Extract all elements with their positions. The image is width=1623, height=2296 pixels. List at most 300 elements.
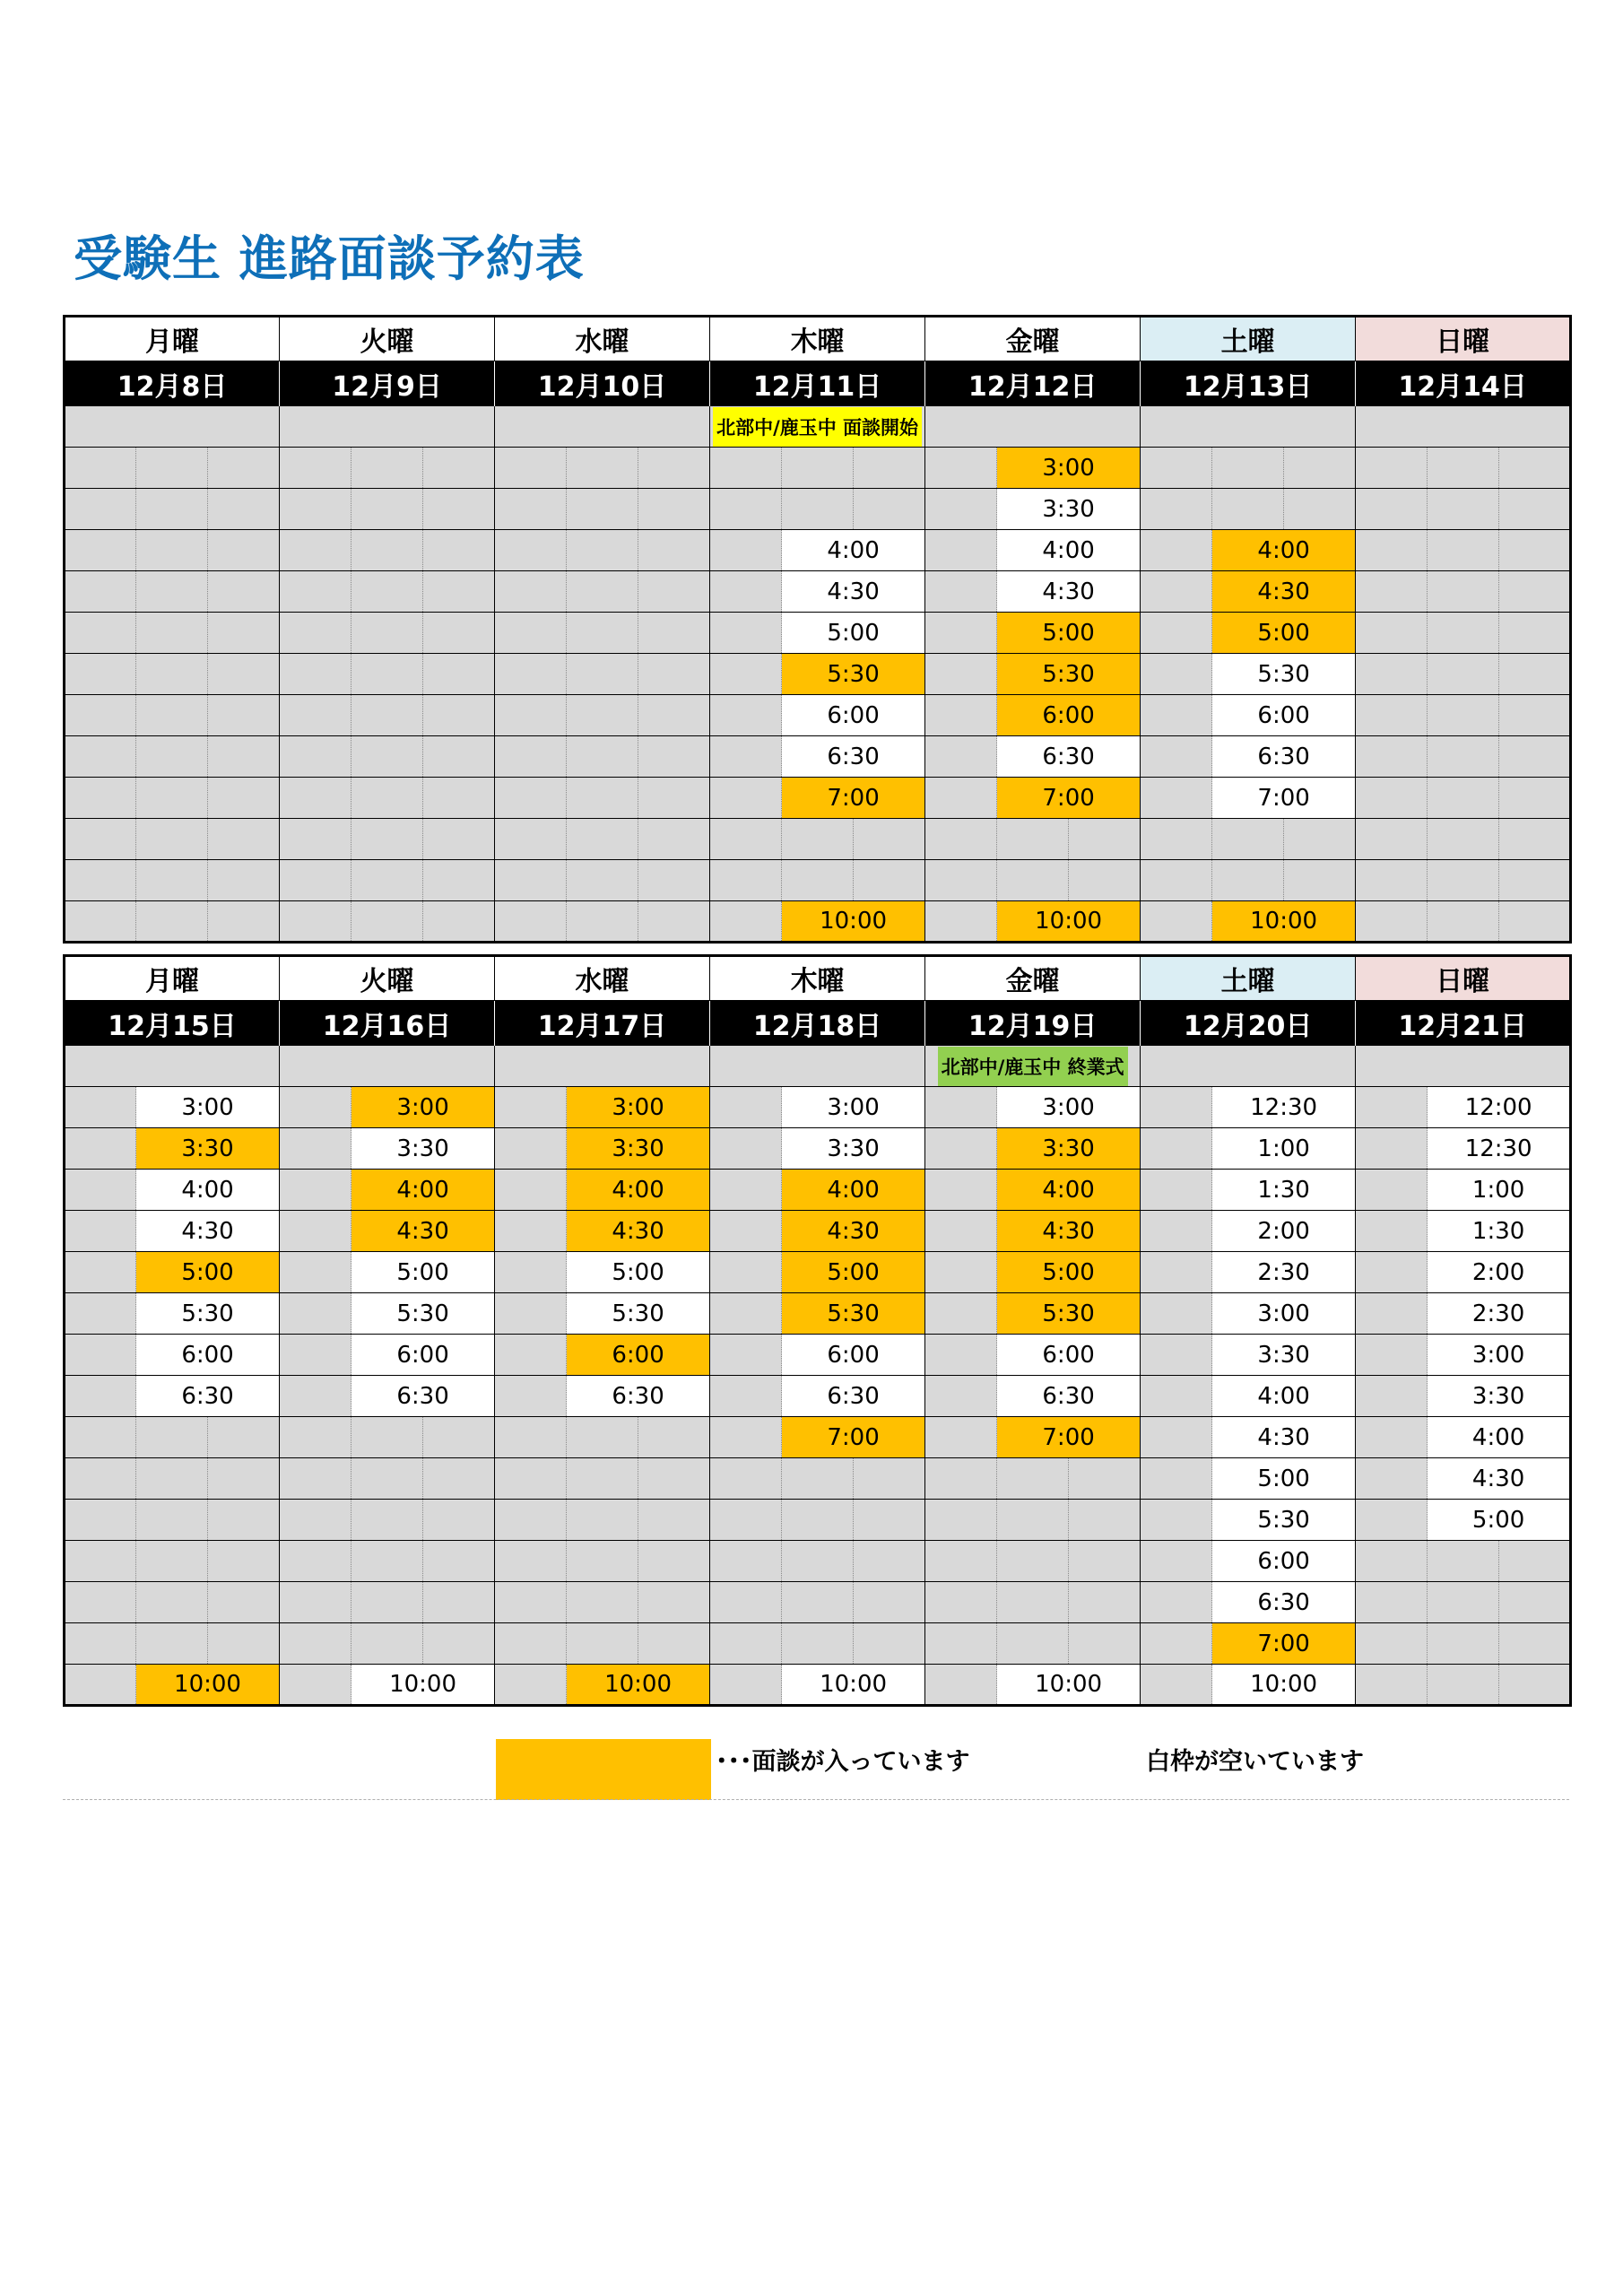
time-slot-booked[interactable]: 5:00 (997, 1252, 1141, 1293)
grid-cell (710, 1417, 782, 1458)
time-slot-free[interactable]: 4:30 (997, 571, 1141, 613)
grid-cell (854, 1582, 925, 1623)
grid-cell (925, 571, 997, 613)
time-slot-booked[interactable]: 10:00 (997, 901, 1141, 943)
grid-cell (997, 1541, 1069, 1582)
grid-cell (65, 778, 136, 819)
grid-cell (710, 1293, 782, 1335)
grid-cell (1356, 489, 1428, 530)
time-slot-free[interactable]: 2:30 (1428, 1293, 1571, 1335)
time-slot-free[interactable]: 3:30 (782, 1128, 925, 1170)
time-slot-free[interactable]: 4:30 (1428, 1458, 1571, 1500)
time-slot-booked[interactable]: 4:00 (352, 1170, 495, 1211)
time-slot-booked[interactable]: 4:30 (782, 1211, 925, 1252)
grid-cell (1428, 860, 1499, 901)
date-header: 12月10日 (495, 361, 710, 406)
grid-cell (280, 571, 352, 613)
time-slot-row (65, 530, 1571, 571)
grid-cell (638, 1582, 710, 1623)
grid-cell (710, 1582, 782, 1623)
grid-cell (136, 1500, 208, 1541)
grid-cell (136, 1582, 208, 1623)
grid-cell (208, 778, 280, 819)
grid-cell (1356, 819, 1428, 860)
grid-cell (1428, 571, 1499, 613)
time-slot-row (65, 1376, 1571, 1417)
grid-cell (1356, 778, 1428, 819)
grid-cell (854, 489, 925, 530)
time-slot-free[interactable]: 5:00 (782, 613, 925, 654)
time-slot-free[interactable]: 5:00 (1428, 1500, 1571, 1541)
event-note-row (65, 1046, 1571, 1087)
weekday-header-row (65, 956, 1571, 1001)
grid-cell (710, 1376, 782, 1417)
grid-cell (567, 901, 638, 943)
grid-cell (65, 695, 136, 736)
time-slot-free[interactable]: 6:00 (1212, 1541, 1356, 1582)
time-slot-booked[interactable]: 5:00 (136, 1252, 280, 1293)
time-slot-free[interactable]: 10:00 (997, 1665, 1141, 1706)
grid-cell (208, 901, 280, 943)
event-note-cell (925, 406, 1141, 448)
time-slot-free[interactable]: 6:30 (997, 736, 1141, 778)
time-slot-booked[interactable]: 3:00 (567, 1087, 710, 1128)
time-slot-free[interactable]: 6:30 (352, 1376, 495, 1417)
grid-cell (65, 901, 136, 943)
time-slot-free[interactable]: 6:00 (997, 1335, 1141, 1376)
time-slot-row (65, 1458, 1571, 1500)
grid-cell (65, 1170, 136, 1211)
grid-cell (782, 819, 854, 860)
time-slot-free[interactable]: 12:30 (1428, 1128, 1571, 1170)
time-slot-free[interactable]: 4:00 (782, 530, 925, 571)
grid-cell (1069, 1500, 1141, 1541)
time-slot-booked[interactable]: 3:30 (136, 1128, 280, 1170)
time-slot-free[interactable]: 4:30 (136, 1211, 280, 1252)
grid-cell (710, 1128, 782, 1170)
grid-cell (280, 860, 352, 901)
grid-cell (925, 1335, 997, 1376)
time-slot-row (65, 736, 1571, 778)
grid-cell (1356, 860, 1428, 901)
grid-cell (567, 654, 638, 695)
grid-cell (1141, 654, 1212, 695)
time-slot-free[interactable]: 6:00 (782, 695, 925, 736)
time-slot-booked[interactable]: 4:30 (352, 1211, 495, 1252)
time-slot-booked[interactable]: 5:00 (782, 1252, 925, 1293)
grid-cell (208, 1500, 280, 1541)
time-slot-booked[interactable]: 5:30 (997, 654, 1141, 695)
grid-cell (352, 778, 423, 819)
grid-cell (495, 489, 567, 530)
time-slot-booked[interactable]: 3:00 (352, 1087, 495, 1128)
time-slot-free[interactable]: 3:00 (1212, 1293, 1356, 1335)
grid-cell (925, 1417, 997, 1458)
time-slot-booked[interactable]: 10:00 (567, 1665, 710, 1706)
time-slot-booked[interactable]: 7:00 (997, 1417, 1141, 1458)
grid-cell (854, 448, 925, 489)
grid-cell (925, 530, 997, 571)
grid-cell (1428, 1541, 1499, 1582)
grid-cell (280, 1458, 352, 1500)
weekday-header: 火曜 (280, 317, 495, 361)
grid-cell (638, 1458, 710, 1500)
event-note-cell (1356, 406, 1571, 448)
grid-cell (65, 1582, 136, 1623)
grid-cell (1356, 1293, 1428, 1335)
grid-cell (352, 613, 423, 654)
grid-cell (208, 1623, 280, 1665)
grid-cell (1356, 530, 1428, 571)
grid-cell (925, 1458, 997, 1500)
time-slot-free[interactable]: 2:30 (1212, 1252, 1356, 1293)
time-slot-booked[interactable]: 10:00 (136, 1665, 280, 1706)
grid-cell (1141, 1293, 1212, 1335)
grid-cell (854, 1541, 925, 1582)
grid-cell (638, 901, 710, 943)
time-slot-booked[interactable]: 4:30 (1212, 571, 1356, 613)
grid-cell (710, 1087, 782, 1128)
event-note-cell (1356, 1046, 1571, 1087)
event-note-cell (495, 406, 710, 448)
grid-cell (495, 1541, 567, 1582)
grid-cell (1141, 1541, 1212, 1582)
grid-cell (1428, 901, 1499, 943)
grid-cell (710, 1170, 782, 1211)
grid-cell (567, 1417, 638, 1458)
grid-cell (423, 1623, 495, 1665)
grid-cell (136, 489, 208, 530)
time-slot-free[interactable]: 6:00 (136, 1335, 280, 1376)
grid-cell (997, 1500, 1069, 1541)
grid-cell (352, 819, 423, 860)
grid-cell (1141, 571, 1212, 613)
grid-cell (65, 1211, 136, 1252)
grid-cell (136, 860, 208, 901)
grid-cell (1428, 613, 1499, 654)
grid-cell (1499, 530, 1571, 571)
time-slot-row (65, 901, 1571, 943)
date-header: 12月20日 (1141, 1001, 1356, 1046)
grid-cell (1356, 1665, 1428, 1706)
time-slot-free[interactable]: 6:30 (1212, 1582, 1356, 1623)
grid-cell (352, 1623, 423, 1665)
time-slot-booked[interactable]: 7:00 (1212, 1623, 1356, 1665)
grid-cell (1069, 1623, 1141, 1665)
time-slot-free[interactable]: 3:00 (136, 1087, 280, 1128)
time-slot-free[interactable]: 2:00 (1212, 1211, 1356, 1252)
time-slot-free[interactable]: 3:30 (1428, 1376, 1571, 1417)
time-slot-booked[interactable]: 10:00 (1212, 901, 1356, 943)
grid-cell (65, 1541, 136, 1582)
time-slot-booked[interactable]: 5:30 (782, 654, 925, 695)
grid-cell (423, 1458, 495, 1500)
grid-cell (280, 1376, 352, 1417)
time-slot-free[interactable]: 5:00 (1212, 1458, 1356, 1500)
event-note-cell (710, 406, 925, 448)
grid-cell (567, 695, 638, 736)
time-slot-free[interactable]: 3:30 (1212, 1335, 1356, 1376)
time-slot-booked[interactable]: 3:30 (567, 1128, 710, 1170)
time-slot-free[interactable]: 4:30 (782, 571, 925, 613)
grid-cell (925, 448, 997, 489)
time-slot-free[interactable]: 5:00 (567, 1252, 710, 1293)
time-slot-booked[interactable]: 4:30 (567, 1211, 710, 1252)
time-slot-booked[interactable]: 4:00 (1212, 530, 1356, 571)
grid-cell (854, 860, 925, 901)
legend-free-label: 白枠が空いています (1146, 1748, 1364, 1776)
time-slot-row (65, 448, 1571, 489)
time-slot-booked[interactable]: 7:00 (997, 778, 1141, 819)
grid-cell (567, 1623, 638, 1665)
date-header: 12月21日 (1356, 1001, 1571, 1046)
time-slot-free[interactable]: 10:00 (352, 1665, 495, 1706)
grid-cell (567, 1500, 638, 1541)
time-slot-free[interactable]: 6:00 (782, 1335, 925, 1376)
time-slot-row (65, 1417, 1571, 1458)
time-slot-booked[interactable]: 7:00 (782, 1417, 925, 1458)
grid-cell (1356, 1458, 1428, 1500)
grid-cell (638, 1417, 710, 1458)
time-slot-booked[interactable]: 4:00 (997, 1170, 1141, 1211)
grid-cell (1141, 1252, 1212, 1293)
time-slot-booked[interactable]: 6:00 (567, 1335, 710, 1376)
grid-cell (925, 1623, 997, 1665)
time-slot-free[interactable]: 4:00 (1428, 1417, 1571, 1458)
grid-cell (710, 1665, 782, 1706)
date-header-row (65, 361, 1571, 406)
time-slot-free[interactable]: 5:30 (1212, 1500, 1356, 1541)
grid-cell (1356, 1252, 1428, 1293)
grid-cell (208, 1417, 280, 1458)
time-slot-free[interactable]: 3:00 (782, 1087, 925, 1128)
grid-cell (280, 613, 352, 654)
grid-cell (495, 1458, 567, 1500)
time-slot-free[interactable]: 12:00 (1428, 1087, 1571, 1128)
time-slot-free[interactable]: 4:00 (1212, 1376, 1356, 1417)
grid-cell (352, 654, 423, 695)
time-slot-free[interactable]: 1:00 (1212, 1128, 1356, 1170)
time-slot-row (65, 571, 1571, 613)
grid-cell (352, 1458, 423, 1500)
grid-cell (65, 1417, 136, 1458)
grid-cell (65, 654, 136, 695)
time-slot-row (65, 654, 1571, 695)
grid-cell (65, 489, 136, 530)
time-slot-free[interactable]: 4:00 (136, 1170, 280, 1211)
grid-cell (495, 1335, 567, 1376)
grid-cell (136, 571, 208, 613)
grid-cell (1141, 530, 1212, 571)
time-slot-booked[interactable]: 5:00 (997, 613, 1141, 654)
grid-cell (782, 1623, 854, 1665)
grid-cell (352, 1541, 423, 1582)
grid-cell (1499, 695, 1571, 736)
grid-cell (925, 860, 997, 901)
time-slot-row (65, 613, 1571, 654)
time-slot-booked[interactable]: 4:00 (567, 1170, 710, 1211)
grid-cell (710, 1458, 782, 1500)
grid-cell (925, 1211, 997, 1252)
grid-cell (1141, 1458, 1212, 1500)
time-slot-free[interactable]: 4:30 (1212, 1417, 1356, 1458)
time-slot-free[interactable]: 6:00 (352, 1335, 495, 1376)
grid-cell (782, 448, 854, 489)
time-slot-free[interactable]: 1:00 (1428, 1170, 1571, 1211)
grid-cell (1141, 1170, 1212, 1211)
time-slot-booked[interactable]: 3:00 (997, 448, 1141, 489)
time-slot-free[interactable]: 6:30 (782, 736, 925, 778)
grid-cell (352, 1417, 423, 1458)
date-header: 12月14日 (1356, 361, 1571, 406)
time-slot-row (65, 1500, 1571, 1541)
time-slot-free[interactable]: 3:30 (352, 1128, 495, 1170)
grid-cell (567, 1582, 638, 1623)
time-slot-free[interactable]: 1:30 (1428, 1211, 1571, 1252)
time-slot-free[interactable]: 3:30 (997, 489, 1141, 530)
time-slot-booked[interactable]: 6:00 (997, 695, 1141, 736)
time-slot-free[interactable]: 12:30 (1212, 1087, 1356, 1128)
weekday-header: 日曜 (1356, 317, 1571, 361)
time-slot-free[interactable]: 6:30 (567, 1376, 710, 1417)
date-header: 12月13日 (1141, 361, 1356, 406)
grid-cell (1499, 1623, 1571, 1665)
time-slot-free[interactable]: 4:00 (997, 530, 1141, 571)
event-note: 北部中/鹿玉中 終業式 (938, 1047, 1128, 1086)
grid-cell (1141, 860, 1212, 901)
time-slot-booked[interactable]: 5:30 (782, 1293, 925, 1335)
weekday-header: 金曜 (925, 317, 1141, 361)
time-slot-free[interactable]: 6:30 (1212, 736, 1356, 778)
grid-cell (1069, 1582, 1141, 1623)
grid-cell (782, 1500, 854, 1541)
time-slot-free[interactable]: 5:30 (352, 1293, 495, 1335)
time-slot-free[interactable]: 1:30 (1212, 1170, 1356, 1211)
grid-cell (208, 1582, 280, 1623)
grid-cell (65, 530, 136, 571)
time-slot-booked[interactable]: 5:00 (1212, 613, 1356, 654)
grid-cell (638, 571, 710, 613)
grid-cell (1141, 489, 1212, 530)
time-slot-free[interactable]: 5:00 (352, 1252, 495, 1293)
time-slot-row (65, 1665, 1571, 1706)
grid-cell (925, 1376, 997, 1417)
schedule-week-1 (63, 315, 1572, 944)
grid-cell (280, 1211, 352, 1252)
grid-cell (710, 778, 782, 819)
grid-cell (782, 1458, 854, 1500)
time-slot-booked[interactable]: 4:30 (997, 1211, 1141, 1252)
grid-cell (638, 695, 710, 736)
grid-cell (65, 1376, 136, 1417)
grid-cell (925, 901, 997, 943)
time-slot-free[interactable]: 3:00 (1428, 1335, 1571, 1376)
time-slot-free[interactable]: 3:00 (997, 1087, 1141, 1128)
grid-cell (1499, 736, 1571, 778)
grid-cell (1428, 819, 1499, 860)
grid-cell (495, 1500, 567, 1541)
time-slot-booked[interactable]: 4:00 (782, 1170, 925, 1211)
grid-cell (423, 736, 495, 778)
time-slot-free[interactable]: 10:00 (782, 1665, 925, 1706)
grid-cell (1428, 530, 1499, 571)
grid-cell (854, 1458, 925, 1500)
grid-cell (423, 1541, 495, 1582)
grid-cell (1499, 778, 1571, 819)
grid-cell (1356, 1623, 1428, 1665)
date-header: 12月9日 (280, 361, 495, 406)
time-slot-row (65, 1170, 1571, 1211)
grid-cell (1356, 736, 1428, 778)
grid-cell (710, 489, 782, 530)
time-slot-free[interactable]: 7:00 (1212, 778, 1356, 819)
grid-cell (1499, 571, 1571, 613)
time-slot-row (65, 778, 1571, 819)
grid-cell (280, 736, 352, 778)
grid-cell (997, 1458, 1069, 1500)
time-slot-free[interactable]: 5:30 (1212, 654, 1356, 695)
weekday-header: 木曜 (710, 956, 925, 1001)
grid-cell (710, 571, 782, 613)
grid-cell (280, 1500, 352, 1541)
grid-cell (208, 448, 280, 489)
date-header: 12月19日 (925, 1001, 1141, 1046)
grid-cell (280, 1170, 352, 1211)
time-slot-booked[interactable]: 7:00 (782, 778, 925, 819)
time-slot-free[interactable]: 10:00 (1212, 1665, 1356, 1706)
time-slot-free[interactable]: 6:30 (136, 1376, 280, 1417)
grid-cell (1141, 1376, 1212, 1417)
event-note-cell (280, 406, 495, 448)
grid-cell (1428, 695, 1499, 736)
grid-cell (782, 1582, 854, 1623)
grid-cell (782, 489, 854, 530)
grid-cell (352, 448, 423, 489)
grid-cell (997, 819, 1069, 860)
grid-cell (495, 736, 567, 778)
grid-cell (1141, 1087, 1212, 1128)
grid-cell (280, 1293, 352, 1335)
grid-cell (352, 1582, 423, 1623)
time-slot-free[interactable]: 6:30 (782, 1376, 925, 1417)
grid-cell (1356, 1376, 1428, 1417)
time-slot-free[interactable]: 5:30 (567, 1293, 710, 1335)
grid-cell (280, 819, 352, 860)
grid-cell (925, 1500, 997, 1541)
time-slot-row (65, 1623, 1571, 1665)
grid-cell (925, 819, 997, 860)
grid-cell (997, 1623, 1069, 1665)
grid-cell (208, 530, 280, 571)
grid-cell (423, 819, 495, 860)
date-header: 12月15日 (65, 1001, 280, 1046)
grid-cell (280, 1623, 352, 1665)
schedule-week-2 (63, 954, 1572, 1707)
event-note-row (65, 406, 1571, 448)
time-slot-free[interactable]: 6:00 (1212, 695, 1356, 736)
time-slot-booked[interactable]: 3:30 (997, 1128, 1141, 1170)
grid-cell (280, 1541, 352, 1582)
time-slot-free[interactable]: 2:00 (1428, 1252, 1571, 1293)
date-header: 12月12日 (925, 361, 1141, 406)
time-slot-booked[interactable]: 10:00 (782, 901, 925, 943)
time-slot-free[interactable]: 5:30 (136, 1293, 280, 1335)
grid-cell (710, 1252, 782, 1293)
grid-cell (495, 613, 567, 654)
time-slot-free[interactable]: 6:30 (997, 1376, 1141, 1417)
weekday-header: 水曜 (495, 956, 710, 1001)
time-slot-booked[interactable]: 5:30 (997, 1293, 1141, 1335)
